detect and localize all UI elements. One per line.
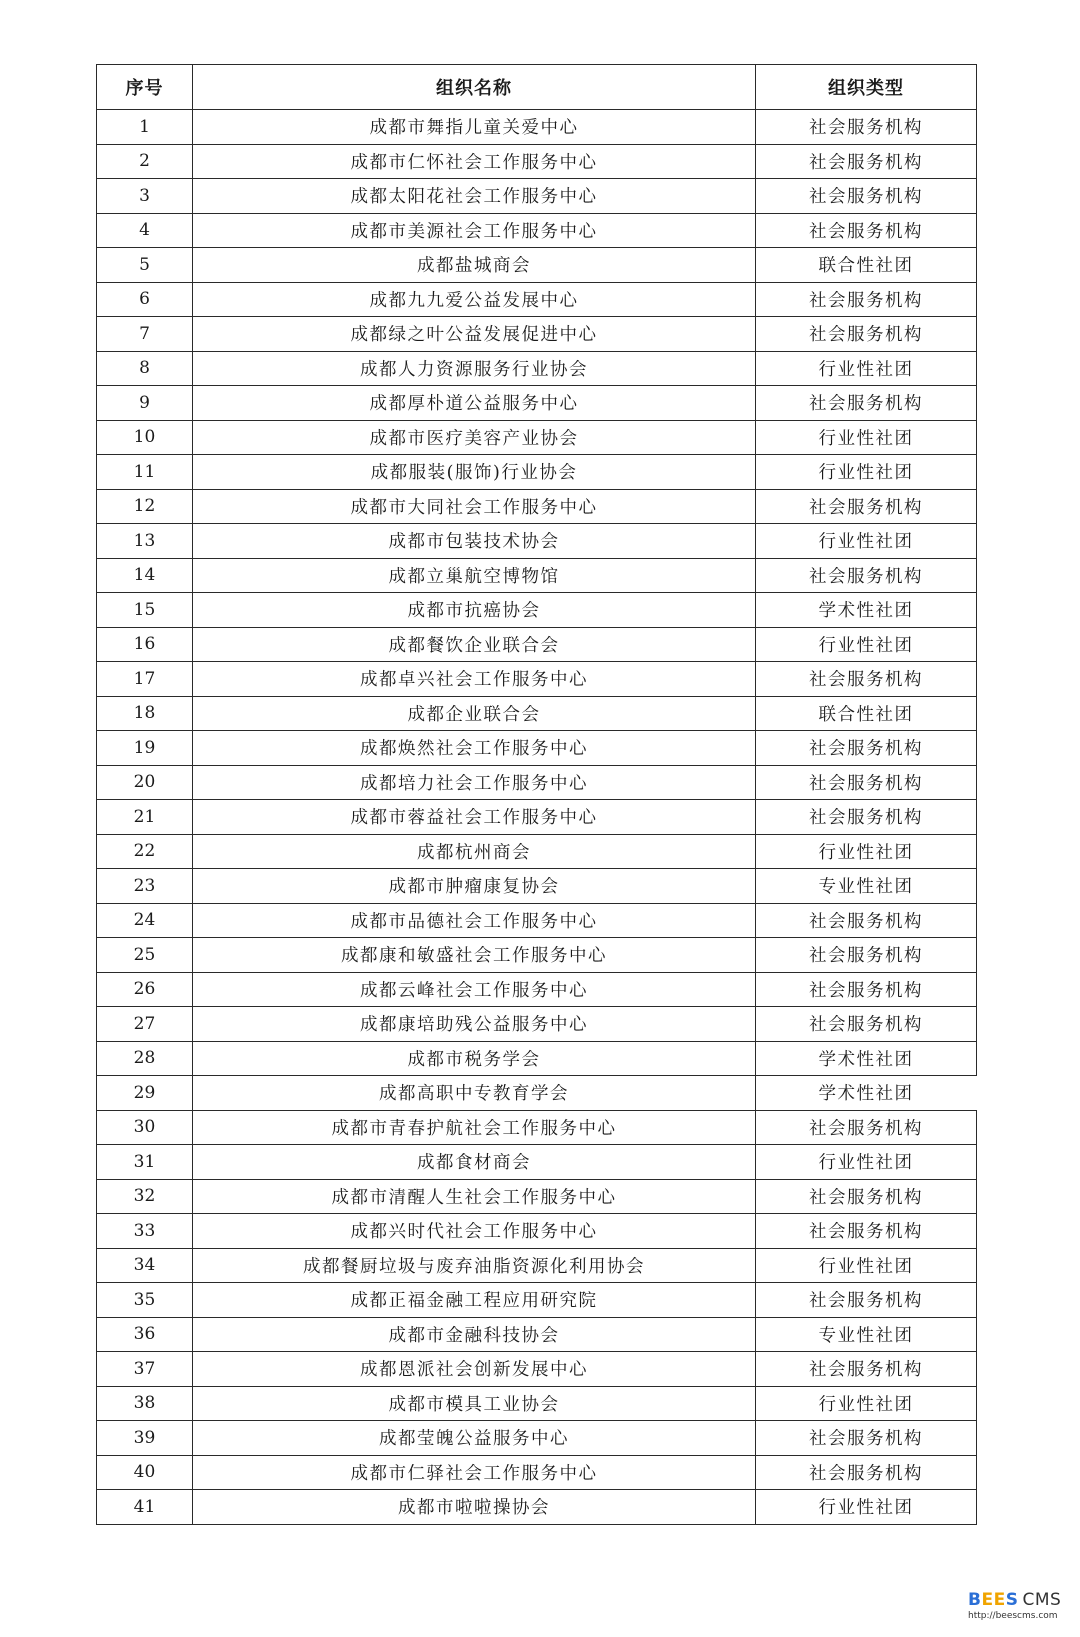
- table-row: [97, 248, 977, 283]
- row-org-type-cell: 社会服务机构: [756, 1352, 977, 1387]
- table-row: [97, 489, 977, 524]
- table-row: [97, 593, 977, 628]
- table-row: [97, 351, 977, 386]
- row-org-name-cell: 成都康培助残公益服务中心: [193, 1007, 756, 1042]
- row-org-name-cell: 成都市蓉益社会工作服务中心: [193, 800, 756, 835]
- row-org-type-cell: 社会服务机构: [756, 110, 977, 145]
- row-index-cell: 20: [97, 765, 193, 800]
- row-org-name-cell: 成都兴时代社会工作服务中心: [193, 1214, 756, 1249]
- row-org-name-cell: 成都市肿瘤康复协会: [193, 869, 756, 904]
- table-row: [97, 558, 977, 593]
- row-org-type-cell: 社会服务机构: [756, 1214, 977, 1249]
- row-index-cell: 5: [97, 248, 193, 283]
- row-org-type-cell: 社会服务机构: [756, 179, 977, 214]
- row-org-name-cell: 成都九九爱公益发展中心: [193, 282, 756, 317]
- row-index-cell: 37: [97, 1352, 193, 1387]
- row-org-type-cell: 联合性社团: [756, 696, 977, 731]
- row-org-type-cell: 学术性社团: [756, 1076, 977, 1111]
- row-org-name-cell: 成都市抗癌协会: [193, 593, 756, 628]
- row-org-name-cell: 成都市啦啦操协会: [193, 1490, 756, 1525]
- row-index-cell: 23: [97, 869, 193, 904]
- row-org-type-cell: 社会服务机构: [756, 282, 977, 317]
- row-org-name-cell: 成都康和敏盛社会工作服务中心: [193, 938, 756, 973]
- row-org-name-cell: 成都市品德社会工作服务中心: [193, 903, 756, 938]
- row-index-cell: 25: [97, 938, 193, 973]
- row-index-cell: 36: [97, 1317, 193, 1352]
- row-index-cell: 31: [97, 1145, 193, 1180]
- table-row: [97, 765, 977, 800]
- row-org-type-cell: 社会服务机构: [756, 386, 977, 421]
- row-org-type-cell: 社会服务机构: [756, 1179, 977, 1214]
- table-row: [97, 972, 977, 1007]
- row-org-name-cell: 成都市青春护航社会工作服务中心: [193, 1110, 756, 1145]
- table-row: [97, 1041, 977, 1076]
- row-org-type-cell: 社会服务机构: [756, 489, 977, 524]
- row-org-name-cell: 成都市医疗美容产业协会: [193, 420, 756, 455]
- row-org-name-cell: 成都高职中专教育学会: [193, 1076, 756, 1111]
- row-org-type-cell: 社会服务机构: [756, 903, 977, 938]
- row-index-cell: 17: [97, 662, 193, 697]
- table-row: [97, 1248, 977, 1283]
- row-org-name-cell: 成都食材商会: [193, 1145, 756, 1180]
- row-org-name-cell: 成都市大同社会工作服务中心: [193, 489, 756, 524]
- row-org-type-cell: 社会服务机构: [756, 1110, 977, 1145]
- row-org-type-cell: 社会服务机构: [756, 662, 977, 697]
- row-org-type-cell: 联合性社团: [756, 248, 977, 283]
- row-index-cell: 7: [97, 317, 193, 352]
- header-index: 序号: [97, 65, 193, 110]
- row-index-cell: 1: [97, 110, 193, 145]
- row-org-name-cell: 成都企业联合会: [193, 696, 756, 731]
- organization-table: [96, 64, 977, 1525]
- row-index-cell: 32: [97, 1179, 193, 1214]
- row-org-name-cell: 成都云峰社会工作服务中心: [193, 972, 756, 1007]
- row-org-name-cell: 成都市金融科技协会: [193, 1317, 756, 1352]
- row-org-name-cell: 成都立巢航空博物馆: [193, 558, 756, 593]
- row-org-name-cell: 成都太阳花社会工作服务中心: [193, 179, 756, 214]
- row-index-cell: 28: [97, 1041, 193, 1076]
- row-index-cell: 3: [97, 179, 193, 214]
- table-row: [97, 869, 977, 904]
- row-org-name-cell: 成都市模具工业协会: [193, 1386, 756, 1421]
- row-index-cell: 41: [97, 1490, 193, 1525]
- row-org-type-cell: 行业性社团: [756, 351, 977, 386]
- row-org-type-cell: 学术性社团: [756, 1041, 977, 1076]
- row-org-name-cell: 成都人力资源服务行业协会: [193, 351, 756, 386]
- row-index-cell: 10: [97, 420, 193, 455]
- table-row: [97, 420, 977, 455]
- table-row: [97, 696, 977, 731]
- watermark-logo: [968, 1590, 1072, 1630]
- table-row: [97, 213, 977, 248]
- table-row: [97, 386, 977, 421]
- row-org-name-cell: 成都市税务学会: [193, 1041, 756, 1076]
- row-org-type-cell: 社会服务机构: [756, 144, 977, 179]
- row-index-cell: 33: [97, 1214, 193, 1249]
- row-index-cell: 15: [97, 593, 193, 628]
- row-org-name-cell: 成都绿之叶公益发展促进中心: [193, 317, 756, 352]
- table-row: [97, 834, 977, 869]
- row-index-cell: 14: [97, 558, 193, 593]
- watermark-url: http://beescms.com: [968, 1611, 1058, 1621]
- watermark-brand-s: S: [1005, 1590, 1019, 1610]
- row-org-type-cell: 社会服务机构: [756, 731, 977, 766]
- table-row: [97, 455, 977, 490]
- watermark-brand-b: B: [968, 1590, 982, 1610]
- table-row: [97, 144, 977, 179]
- row-index-cell: 24: [97, 903, 193, 938]
- table-row: [97, 1007, 977, 1042]
- row-org-type-cell: 社会服务机构: [756, 558, 977, 593]
- row-index-cell: 21: [97, 800, 193, 835]
- row-index-cell: 12: [97, 489, 193, 524]
- row-org-name-cell: 成都市仁怀社会工作服务中心: [193, 144, 756, 179]
- row-org-name-cell: 成都市清醒人生社会工作服务中心: [193, 1179, 756, 1214]
- row-index-cell: 13: [97, 524, 193, 559]
- row-index-cell: 16: [97, 627, 193, 662]
- row-index-cell: 39: [97, 1421, 193, 1456]
- table-row: [97, 662, 977, 697]
- row-org-name-cell: 成都杭州商会: [193, 834, 756, 869]
- row-org-type-cell: 社会服务机构: [756, 972, 977, 1007]
- row-index-cell: 19: [97, 731, 193, 766]
- watermark-brand-ee: EE: [981, 1590, 1006, 1610]
- row-org-name-cell: 成都焕然社会工作服务中心: [193, 731, 756, 766]
- row-org-type-cell: 社会服务机构: [756, 800, 977, 835]
- row-index-cell: 2: [97, 144, 193, 179]
- watermark-brand: [968, 1590, 1072, 1610]
- row-org-type-cell: 行业性社团: [756, 834, 977, 869]
- header-org-type: 组织类型: [756, 65, 977, 110]
- row-index-cell: 27: [97, 1007, 193, 1042]
- row-index-cell: 29: [97, 1076, 193, 1111]
- row-index-cell: 11: [97, 455, 193, 490]
- table-row: [97, 800, 977, 835]
- table-row: [97, 1352, 977, 1387]
- document-sheet: [96, 64, 976, 1525]
- row-index-cell: 40: [97, 1455, 193, 1490]
- row-org-type-cell: 社会服务机构: [756, 938, 977, 973]
- row-org-name-cell: 成都盐城商会: [193, 248, 756, 283]
- row-org-name-cell: 成都厚朴道公益服务中心: [193, 386, 756, 421]
- row-index-cell: 9: [97, 386, 193, 421]
- table-row: [97, 524, 977, 559]
- table-row: [97, 1145, 977, 1180]
- table-row: [97, 938, 977, 973]
- row-org-name-cell: 成都市舞指儿童关爱中心: [193, 110, 756, 145]
- row-index-cell: 18: [97, 696, 193, 731]
- table-row: [97, 731, 977, 766]
- row-org-type-cell: 行业性社团: [756, 1145, 977, 1180]
- table-row: [97, 627, 977, 662]
- row-org-type-cell: 社会服务机构: [756, 317, 977, 352]
- row-org-type-cell: 社会服务机构: [756, 765, 977, 800]
- row-org-name-cell: 成都服装(服饰)行业协会: [193, 455, 756, 490]
- table-body: [97, 110, 977, 1525]
- row-org-type-cell: 行业性社团: [756, 1248, 977, 1283]
- table-header-row: [97, 65, 977, 110]
- row-org-type-cell: 学术性社团: [756, 593, 977, 628]
- row-org-name-cell: 成都市包装技术协会: [193, 524, 756, 559]
- table-row: [97, 1455, 977, 1490]
- row-org-type-cell: 行业性社团: [756, 420, 977, 455]
- row-org-name-cell: 成都餐饮企业联合会: [193, 627, 756, 662]
- row-index-cell: 22: [97, 834, 193, 869]
- row-index-cell: 38: [97, 1386, 193, 1421]
- row-org-type-cell: 社会服务机构: [756, 1007, 977, 1042]
- row-index-cell: 26: [97, 972, 193, 1007]
- table-row: [97, 1214, 977, 1249]
- row-org-type-cell: 社会服务机构: [756, 213, 977, 248]
- row-org-name-cell: 成都培力社会工作服务中心: [193, 765, 756, 800]
- table-row: [97, 1076, 977, 1111]
- table-row: [97, 1317, 977, 1352]
- row-org-name-cell: 成都莹魄公益服务中心: [193, 1421, 756, 1456]
- table-row: [97, 1179, 977, 1214]
- row-index-cell: 8: [97, 351, 193, 386]
- row-org-name-cell: 成都餐厨垃圾与废弃油脂资源化利用协会: [193, 1248, 756, 1283]
- row-org-type-cell: 行业性社团: [756, 455, 977, 490]
- table-row: [97, 1421, 977, 1456]
- row-org-type-cell: 行业性社团: [756, 524, 977, 559]
- row-org-type-cell: 社会服务机构: [756, 1421, 977, 1456]
- row-index-cell: 4: [97, 213, 193, 248]
- row-org-type-cell: 行业性社团: [756, 1386, 977, 1421]
- row-org-name-cell: 成都市美源社会工作服务中心: [193, 213, 756, 248]
- row-org-name-cell: 成都正福金融工程应用研究院: [193, 1283, 756, 1318]
- watermark-brand-cms: CMS: [1022, 1590, 1062, 1610]
- row-org-name-cell: 成都恩派社会创新发展中心: [193, 1352, 756, 1387]
- table-row: [97, 110, 977, 145]
- table-row: [97, 903, 977, 938]
- table-row: [97, 1490, 977, 1525]
- row-org-type-cell: 行业性社团: [756, 1490, 977, 1525]
- row-org-type-cell: 社会服务机构: [756, 1455, 977, 1490]
- table-row: [97, 1386, 977, 1421]
- row-index-cell: 30: [97, 1110, 193, 1145]
- row-index-cell: 34: [97, 1248, 193, 1283]
- row-org-type-cell: 专业性社团: [756, 869, 977, 904]
- header-org-name: 组织名称: [193, 65, 756, 110]
- row-org-name-cell: 成都市仁驿社会工作服务中心: [193, 1455, 756, 1490]
- row-org-type-cell: 专业性社团: [756, 1317, 977, 1352]
- row-org-type-cell: 社会服务机构: [756, 1283, 977, 1318]
- table-row: [97, 1283, 977, 1318]
- row-org-name-cell: 成都卓兴社会工作服务中心: [193, 662, 756, 697]
- table-row: [97, 282, 977, 317]
- row-index-cell: 35: [97, 1283, 193, 1318]
- row-index-cell: 6: [97, 282, 193, 317]
- table-row: [97, 317, 977, 352]
- table-row: [97, 1110, 977, 1145]
- table-row: [97, 179, 977, 214]
- row-org-type-cell: 行业性社团: [756, 627, 977, 662]
